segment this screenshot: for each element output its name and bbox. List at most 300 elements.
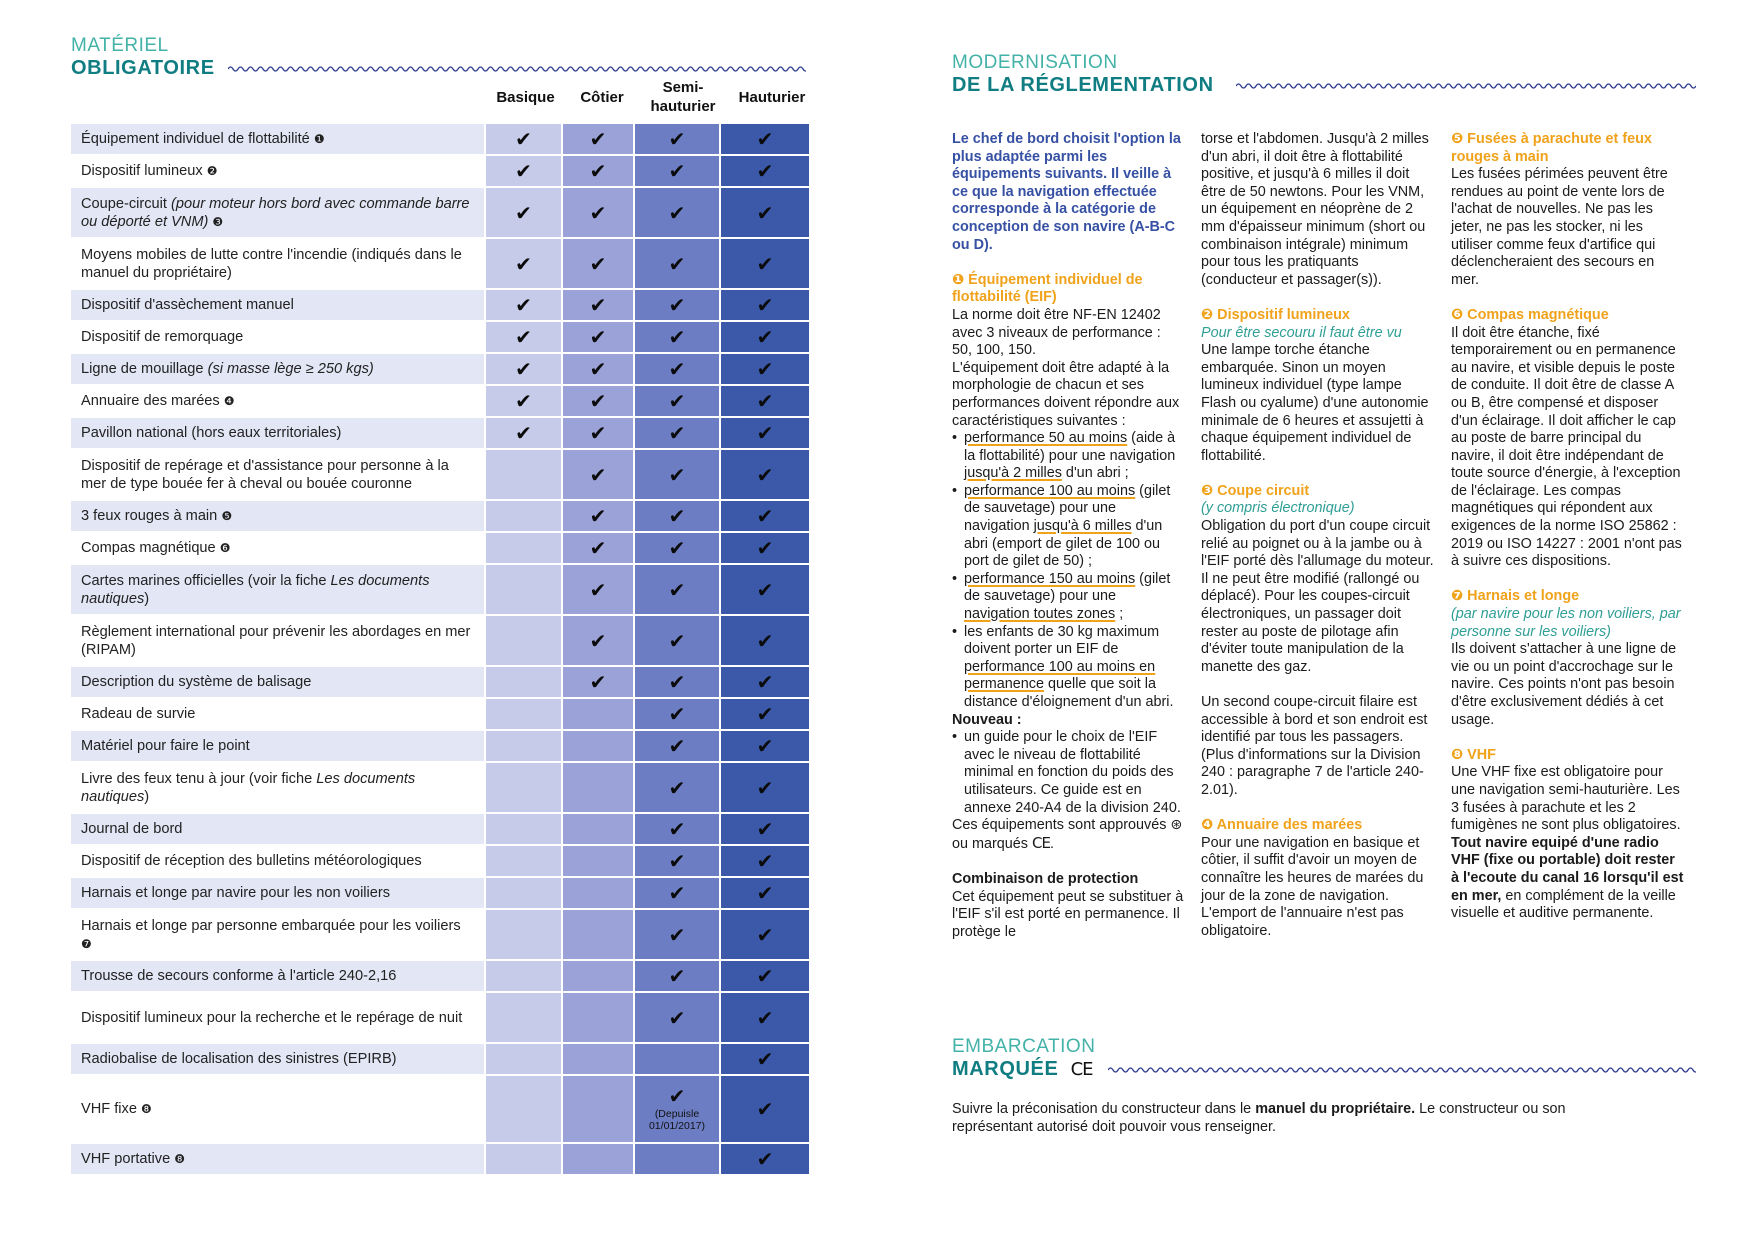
cell-hauturier: [721, 450, 809, 499]
section-3-subtitle: (y compris électronique): [1201, 500, 1355, 517]
text-column-3: [1451, 131, 1686, 923]
row-label: Journal de bord: [71, 814, 486, 844]
cell-semi-hauturier: [635, 156, 721, 186]
cell-basique: [486, 322, 563, 352]
embarcation-wave-divider: [1108, 1064, 1696, 1076]
cell-basique: [486, 814, 563, 844]
footnote-number: ❽: [141, 1102, 152, 1116]
cell-basique: [486, 878, 563, 908]
cell-semi-hauturier: [635, 322, 721, 352]
checkmark-icon: ✔: [589, 127, 607, 151]
section-1-text-2: L'équipement doit être adapté à la morphologie de chacun et ses performances doivent répondre aux caractéristiques suivantes :: [952, 359, 1180, 429]
section-7-subtitle: (par navire pour les non voiliers, par personne sur les voiliers): [1451, 606, 1681, 640]
table-row: [71, 501, 816, 533]
cell-basique: [486, 961, 563, 991]
checkmark-icon: ✔: [668, 127, 686, 151]
checkmark-icon: ✔: [589, 357, 607, 381]
cell-semi-hauturier: [635, 450, 721, 499]
cell-hauturier: [721, 1076, 809, 1142]
section-5-title: ❺ Fusées à parachute et feux rouges à main: [1451, 131, 1652, 165]
checkmark-icon: ✔: [756, 357, 774, 381]
cell-cotier: [563, 763, 635, 812]
cell-semi-hauturier: [635, 354, 721, 384]
cell-note: (Depuisle 01/01/2017): [648, 1108, 706, 1132]
cell-basique: [486, 156, 563, 186]
row-label: Coupe-circuit (pour moteur hors bord avec commande barre ou déporté et VNM) ❸: [71, 188, 486, 237]
row-label: Règlement international pour prévenir les abordages en mer (RIPAM): [71, 616, 486, 665]
cell-hauturier: [721, 501, 809, 531]
checkmark-icon: ✔: [515, 251, 532, 276]
cell-hauturier: [721, 878, 809, 908]
row-label: Annuaire des marées ❹: [71, 386, 486, 416]
checkmark-icon: ✔: [756, 1097, 774, 1121]
checkmark-icon: ✔: [589, 504, 607, 528]
cell-basique: [486, 1044, 563, 1074]
table-row: [71, 239, 816, 290]
section-6-text: Il doit être étanche, fixé temporairement ou en permanence au navire, et visible depuis le poste de conduite. Il doit être de classe A ou B, être compensé et disposer d'un éclairage. Il doit afficher le cap au poste de barre principal du navire, il doit être indépendant de toute source d'énergie, à l'exception de l'éclairage. Les compas magnétiques qui répondent aux exigences de la norme ISO 25862 : 2019 ou ISO 14227 : 2001 n'ont pas à suivre ces dispositions.: [1451, 324, 1682, 570]
cell-semi-hauturier: [635, 565, 721, 614]
cell-basique: [486, 418, 563, 448]
text-column-1: [952, 131, 1184, 941]
checkmark-icon: ✔: [589, 325, 607, 349]
cell-cotier: [563, 418, 635, 448]
cell-cotier: [563, 156, 635, 186]
cell-semi-hauturier: [635, 846, 721, 876]
combinaison-title: Combinaison de protection: [952, 870, 1139, 887]
right-title-bold: DE LA RÉGLEMENTATION: [952, 74, 1214, 96]
row-label: Description du système de balisage: [71, 667, 486, 697]
checkmark-icon: ✔: [668, 200, 686, 225]
cell-basique: [486, 386, 563, 416]
cell-cotier: [563, 1144, 635, 1174]
cell-cotier: [563, 124, 635, 154]
table-row: [71, 322, 816, 354]
cell-cotier: [563, 565, 635, 614]
left-title-bold: OBLIGATOIRE: [71, 57, 215, 79]
cell-cotier: [563, 1076, 635, 1142]
row-label: Radiobalise de localisation des sinistres (EPIRB): [71, 1044, 486, 1074]
row-label: Livre des feux tenu à jour (voir fiche Les documents nautiques): [71, 763, 486, 812]
text-column-2: [1201, 131, 1436, 940]
section-1-text-1: La norme doit être NF-EN 12402 avec 3 niveaux de performance : 50, 100, 150.: [952, 306, 1161, 359]
cell-semi-hauturier: [635, 239, 721, 288]
checkmark-icon: ✔: [756, 849, 774, 873]
cell-cotier: [563, 188, 635, 237]
section-8-text: Une VHF fixe est obligatoire pour une navigation semi-hauturière. Les 3 fusées à parachute et les 2 fumigènes ne sont plus obligatoires.: [1451, 764, 1681, 834]
cell-cotier: [563, 846, 635, 876]
checkmark-icon: ✔: [589, 670, 607, 694]
row-label: Équipement individuel de flottabilité ❶: [71, 124, 486, 154]
cell-basique: [486, 731, 563, 761]
checkmark-icon: ✔: [756, 389, 774, 413]
cell-hauturier: [721, 616, 809, 665]
checkmark-icon: ✔: [668, 357, 686, 381]
checkmark-icon: ✔: [668, 628, 686, 653]
cell-hauturier: [721, 156, 809, 186]
checkmark-icon: ✔: [589, 159, 607, 183]
combinaison-text: Cet équipement peut se substituer à l'EIF s'il est porté en permanence. Il protège le: [952, 888, 1184, 940]
cell-basique: [486, 667, 563, 697]
cell-cotier: [563, 354, 635, 384]
cell-basique: [486, 763, 563, 812]
cell-semi-hauturier: [635, 616, 721, 665]
row-label: Harnais et longe par personne embarquée pour les voiliers ❼: [71, 910, 486, 959]
table-row: [71, 993, 816, 1044]
checkmark-icon: ✔: [756, 670, 774, 694]
cell-cotier: [563, 450, 635, 499]
footnote-number: ❺: [221, 509, 233, 523]
checkmark-icon: ✔: [756, 325, 774, 349]
cell-cotier: [563, 386, 635, 416]
checkmark-icon: ✔: [668, 670, 686, 694]
section-1-bullet-5: • un guide pour le choix de l'EIF avec le niveau de flottabilité minimal en fonction du poids des utilisateurs. Ce guide est en annexe 240-A4 de la division 240.: [952, 729, 1184, 817]
checkmark-icon: ✔: [668, 293, 686, 317]
table-row: [71, 1044, 816, 1076]
table-row: [71, 667, 816, 699]
cell-cotier: [563, 814, 635, 844]
cell-cotier: [563, 322, 635, 352]
checkmark-icon: ✔: [756, 817, 774, 841]
checkmark-icon: ✔: [589, 462, 607, 487]
cell-basique: [486, 1076, 563, 1142]
cell-semi-hauturier: [635, 993, 721, 1042]
cell-semi-hauturier: [635, 667, 721, 697]
embarcation-title-bold: MARQUÉE CE: [952, 1058, 1093, 1080]
embarcation-title-light: EMBARCATION: [952, 1036, 1096, 1057]
checkmark-icon: ✔: [668, 325, 686, 349]
checkmark-icon: ✔: [668, 536, 686, 560]
checkmark-icon: ✔: [668, 421, 686, 445]
checkmark-icon: ✔: [515, 421, 532, 445]
checkmark-icon: ✔: [668, 251, 686, 276]
cell-hauturier: [721, 188, 809, 237]
table-row: [71, 124, 816, 156]
section-1-bullet-2: • performance 100 au moins (gilet de sauvetage) pour une navigation jusqu'à 6 milles d'un abri (emport de gilet de 100 ou port de gilet de 50) ;: [952, 483, 1184, 571]
cell-hauturier: [721, 565, 809, 614]
checkmark-icon: ✔: [589, 293, 607, 317]
row-label: Compas magnétique ❻: [71, 533, 486, 563]
checkmark-icon: ✔: [756, 504, 774, 528]
cell-hauturier: [721, 386, 809, 416]
cell-hauturier: [721, 993, 809, 1042]
checkmark-icon: ✔: [756, 200, 774, 225]
cell-cotier: [563, 239, 635, 288]
checkmark-icon: ✔: [515, 325, 532, 349]
checkmark-icon: ✔: [668, 881, 686, 905]
col-header-hauturier: Hauturier: [738, 89, 806, 106]
row-label: Dispositif de remorquage: [71, 322, 486, 352]
cell-semi-hauturier: [635, 814, 721, 844]
table-row: [71, 386, 816, 418]
checkmark-icon: ✔: [515, 127, 532, 151]
embarcation-ce-mark-icon: CE: [1070, 1059, 1093, 1080]
section-3-text-2: Un second coupe-circuit filaire est accessible à bord et son endroit est identifié par tous les passagers. (Plus d'informations sur la Division 240 : paragraphe 7 de l'article 240-2.01).: [1201, 694, 1428, 798]
cell-hauturier: [721, 1144, 809, 1174]
row-label: Dispositif lumineux pour la recherche et le repérage de nuit: [71, 993, 486, 1042]
cell-semi-hauturier: [635, 386, 721, 416]
table-row: [71, 910, 816, 961]
cell-cotier: [563, 290, 635, 320]
cell-basique: [486, 616, 563, 665]
section-7-text: Ils doivent s'attacher à une ligne de vie ou un point d'accrochage sur le navire. Ces points n'ont pas besoin d'être exclusivement dédiés à cet usage.: [1451, 641, 1677, 728]
checkmark-icon: ✔: [589, 577, 607, 602]
checkmark-icon: ✔: [668, 577, 686, 602]
checkmark-icon: ✔: [756, 734, 774, 758]
cell-semi-hauturier: [635, 124, 721, 154]
section-1-bullet-4: • les enfants de 30 kg maximum doivent porter un EIF de performance 100 au moins en permanence quelle que soit la distance d'éloignement d'un abri.: [952, 624, 1184, 712]
cell-cotier: [563, 910, 635, 959]
checkmark-icon: ✔: [756, 1147, 774, 1171]
cell-semi-hauturier: [635, 533, 721, 563]
checkmark-icon: ✔: [668, 922, 686, 947]
checkmark-icon: ✔: [756, 702, 774, 726]
checkmark-icon: ✔: [756, 964, 774, 988]
cell-hauturier: [721, 731, 809, 761]
cell-basique: [486, 1144, 563, 1174]
checkmark-icon: ✔: [756, 577, 774, 602]
checkmark-icon: ✔: [756, 421, 774, 445]
checkmark-icon: ✔: [589, 421, 607, 445]
cell-semi-hauturier: [635, 188, 721, 237]
section-1-title: ❶ Équipement individuel de flottabilité (EIF): [952, 271, 1143, 306]
checkmark-icon: ✔: [668, 964, 686, 988]
checkmark-icon: ✔: [756, 922, 774, 947]
row-label: Dispositif d'assèchement manuel: [71, 290, 486, 320]
checkmark-icon: ✔: [668, 389, 686, 413]
table-row: [71, 354, 816, 386]
left-wave-divider: [228, 63, 806, 75]
cell-cotier: [563, 616, 635, 665]
table-row: [71, 290, 816, 322]
footnote-number: ❼: [81, 936, 92, 951]
checkmark-icon: ✔: [756, 628, 774, 653]
footnote-number: ❶: [313, 132, 325, 146]
checkmark-icon: ✔: [668, 849, 686, 873]
section-4-text: Pour une navigation en basique et côtier, il suffit d'avoir un moyen de connaître les heures de marées du jour de la zone de navigation. L'emport de l'annuaire n'est pas obligatoire.: [1201, 834, 1424, 939]
table-row: [71, 418, 816, 450]
checkmark-icon: ✔: [756, 775, 774, 800]
row-label: VHF portative ❽: [71, 1144, 486, 1174]
cell-semi-hauturier: [635, 418, 721, 448]
cell-hauturier: [721, 667, 809, 697]
checkmark-icon: ✔: [756, 251, 774, 276]
ce-mark-icon: CE: [1032, 833, 1050, 852]
checkmark-icon: ✔: [756, 1047, 774, 1071]
checkmark-icon: ✔: [589, 536, 607, 560]
row-label: Ligne de mouillage (si masse lège ≥ 250 kgs): [71, 354, 486, 384]
intro-text: Le chef de bord choisit l'option la plus adaptée parmi les équipements suivants. Il veille à ce que la navigation effectuée corresponde à la catégorie de conception de son navire (A-B-C ou D).: [952, 131, 1181, 253]
section-1-approved: Ces équipements sont approuvés ⊛ ou marqués CE.: [952, 817, 1183, 852]
table-row: [71, 814, 816, 846]
checkmark-icon: ✔: [756, 1005, 774, 1030]
cell-cotier: [563, 731, 635, 761]
table-row: [71, 1144, 816, 1176]
checkmark-icon: ✔: [756, 536, 774, 560]
cell-basique: [486, 188, 563, 237]
cell-hauturier: [721, 124, 809, 154]
section-1-bullet-1: • performance 50 au moins (aide à la flottabilité) pour une navigation jusqu'à 2 milles d'un abri ;: [952, 430, 1184, 483]
checkmark-icon: ✔: [668, 1084, 686, 1108]
cell-basique: [486, 910, 563, 959]
cell-semi-hauturier: [635, 910, 721, 959]
checkmark-icon: ✔: [515, 159, 532, 183]
cell-semi-hauturier: [635, 731, 721, 761]
checkmark-icon: ✔: [515, 200, 532, 225]
section-2-text: Une lampe torche étanche embarquée. Sinon un moyen lumineux individuel (type lampe Flash ou cyalume) d'une autonomie minimale de 6 heures et assujetti à chaque équipement individuel de flottabilité.: [1201, 342, 1429, 464]
section-2-title: ❷ Dispositif lumineux: [1201, 306, 1350, 323]
section-1-bullet-3: • performance 150 au moins (gilet de sauvetage) pour une navigation toutes zones ;: [952, 571, 1184, 624]
approval-wheel-icon: ⊛: [1170, 817, 1183, 834]
cell-basique: [486, 354, 563, 384]
cell-semi-hauturier: [635, 290, 721, 320]
cell-hauturier: [721, 910, 809, 959]
cell-cotier: [563, 961, 635, 991]
table-row: [71, 156, 816, 188]
checkmark-icon: ✔: [589, 200, 607, 225]
checkmark-icon: ✔: [668, 1005, 686, 1030]
table-row: [71, 1076, 816, 1144]
cell-basique: [486, 450, 563, 499]
cell-semi-hauturier: [635, 501, 721, 531]
cell-hauturier: [721, 239, 809, 288]
checkmark-icon: ✔: [668, 734, 686, 758]
checkmark-icon: ✔: [668, 775, 686, 800]
table-row: [71, 846, 816, 878]
cell-basique: [486, 239, 563, 288]
checkmark-icon: ✔: [589, 389, 607, 413]
checkmark-icon: ✔: [668, 504, 686, 528]
section-7-title: ❼ Harnais et longe: [1451, 588, 1580, 605]
row-label: Dispositif de repérage et d'assistance pour personne à la mer de type bouée fer à cheval ou bouée couronne: [71, 450, 486, 499]
table-row: [71, 763, 816, 814]
footnote-number: ❻: [219, 541, 231, 555]
cell-cotier: [563, 993, 635, 1042]
checkmark-icon: ✔: [668, 817, 686, 841]
cell-semi-hauturier: [635, 1144, 721, 1174]
cell-semi-hauturier: [635, 878, 721, 908]
row-label: Dispositif de réception des bulletins météorologiques: [71, 846, 486, 876]
right-wave-divider: [1236, 80, 1696, 92]
section-6-title: ❻ Compas magnétique: [1451, 306, 1609, 323]
checkmark-icon: ✔: [756, 127, 774, 151]
cell-hauturier: [721, 961, 809, 991]
cell-hauturier: [721, 290, 809, 320]
cell-basique: [486, 533, 563, 563]
col-header-basique: Basique: [496, 89, 555, 106]
footnote-number: ❷: [206, 164, 218, 178]
col-header-semi-line1: Semi-: [662, 79, 704, 96]
row-label: Matériel pour faire le point: [71, 731, 486, 761]
cell-hauturier: [721, 533, 809, 563]
table-row: [71, 565, 816, 616]
row-label: Pavillon national (hors eaux territoriales): [71, 418, 486, 448]
checkmark-icon: ✔: [668, 462, 686, 487]
row-label: Harnais et longe par navire pour les non voiliers: [71, 878, 486, 908]
footnote-number: ❽: [174, 1152, 186, 1166]
cell-basique: [486, 124, 563, 154]
equipment-table: [71, 124, 816, 1176]
cell-hauturier: [721, 699, 809, 729]
section-8-title: ❽ VHF: [1451, 746, 1496, 763]
cell-hauturier: [721, 418, 809, 448]
checkmark-icon: ✔: [756, 462, 774, 487]
footnote-number: ❹: [223, 394, 235, 408]
cell-cotier: [563, 1044, 635, 1074]
cell-basique: [486, 290, 563, 320]
checkmark-icon: ✔: [668, 702, 686, 726]
col-header-cotier: Côtier: [580, 89, 624, 106]
cell-cotier: [563, 533, 635, 563]
left-title-light: MATÉRIEL: [71, 35, 169, 56]
embarcation-text: Suivre la préconisation du constructeur dans le manuel du propriétaire. Le constructeur ou son représentant autorisé doit pouvoir vous renseigner.: [952, 1101, 1566, 1135]
checkmark-icon: ✔: [756, 881, 774, 905]
combinaison-text-continued: torse et l'abdomen. Jusqu'à 2 milles d'un abri, il doit être à flottabilité positive, et jusqu'à 6 milles il doit être de 50 newtons. Pour les VNM, un équipement en néoprène de 2 mm d'épaisseur minimum (short ou combinaison intégrale) minimum pour tous les pratiquants (conducteur et passager(s)).: [1201, 131, 1429, 288]
cell-semi-hauturier: [635, 699, 721, 729]
cell-cotier: [563, 667, 635, 697]
cell-semi-hauturier: [635, 1044, 721, 1074]
cell-basique: [486, 501, 563, 531]
footnote-number: ❸: [212, 214, 224, 229]
row-label: Dispositif lumineux ❷: [71, 156, 486, 186]
cell-cotier: [563, 699, 635, 729]
cell-hauturier: [721, 814, 809, 844]
cell-hauturier: [721, 1044, 809, 1074]
section-8-text-2: Tout navire equipé d'une radio VHF (fixe ou portable) doit rester à l'ecoute du canal 16 lorsqu'il est en mer, en complément de la veille visuelle et auditive permanente.: [1451, 834, 1684, 922]
checkmark-icon: ✔: [515, 389, 532, 413]
col-header-semi-line2: hauturier: [650, 98, 716, 115]
checkmark-icon: ✔: [589, 628, 607, 653]
section-3-title: ❸ Coupe circuit: [1201, 482, 1310, 499]
cell-basique: [486, 846, 563, 876]
cell-hauturier: [721, 354, 809, 384]
cell-basique: [486, 699, 563, 729]
checkmark-icon: ✔: [668, 159, 686, 183]
checkmark-icon: ✔: [515, 293, 532, 317]
table-row: [71, 731, 816, 763]
cell-hauturier: [721, 322, 809, 352]
table-row: [71, 533, 816, 565]
cell-basique: [486, 993, 563, 1042]
row-label: Radeau de survie: [71, 699, 486, 729]
table-row: [71, 188, 816, 239]
section-5-text: Les fusées périmées peuvent être rendues au point de vente lors de l'achat de nouvelles. Ne pas les jeter, ne pas les stocker, ni les utiliser comme feux d'artifice qui déclencheraient des secours en mer.: [1451, 166, 1668, 288]
col-header-semi-hauturier: [640, 78, 726, 116]
checkmark-icon: ✔: [589, 251, 607, 276]
row-label: Moyens mobiles de lutte contre l'incendie (indiqués dans le manuel du propriétaire): [71, 239, 486, 288]
row-label: VHF fixe ❽: [71, 1076, 486, 1142]
table-row: [71, 699, 816, 731]
cell-hauturier: [721, 846, 809, 876]
table-row: [71, 616, 816, 667]
cell-semi-hauturier: [635, 1076, 721, 1142]
checkmark-icon: ✔: [515, 357, 532, 381]
cell-hauturier: [721, 763, 809, 812]
cell-cotier: [563, 501, 635, 531]
checkmark-icon: ✔: [756, 293, 774, 317]
table-row: [71, 961, 816, 993]
section-1-nouveau: Nouveau :: [952, 711, 1022, 728]
cell-basique: [486, 565, 563, 614]
section-3-text: Obligation du port d'un coupe circuit relié au poignet ou à la jambe ou à l'EIF porté dès l'allumage du moteur. Il ne peut être modifié (rallongé ou déplacé). Pour les coupes-circuit électroniques, un passager doit rester au poste de pilotage afin d'éviter toute manipulation de la manette des gaz.: [1201, 518, 1434, 675]
table-row: [71, 878, 816, 910]
section-2-subtitle: Pour être secouru il faut être vu: [1201, 324, 1402, 341]
right-title-light: MODERNISATION: [952, 52, 1118, 73]
table-row: [71, 450, 816, 501]
cell-cotier: [563, 878, 635, 908]
cell-semi-hauturier: [635, 763, 721, 812]
section-4-title: ❹ Annuaire des marées: [1201, 817, 1363, 834]
row-label: 3 feux rouges à main ❺: [71, 501, 486, 531]
